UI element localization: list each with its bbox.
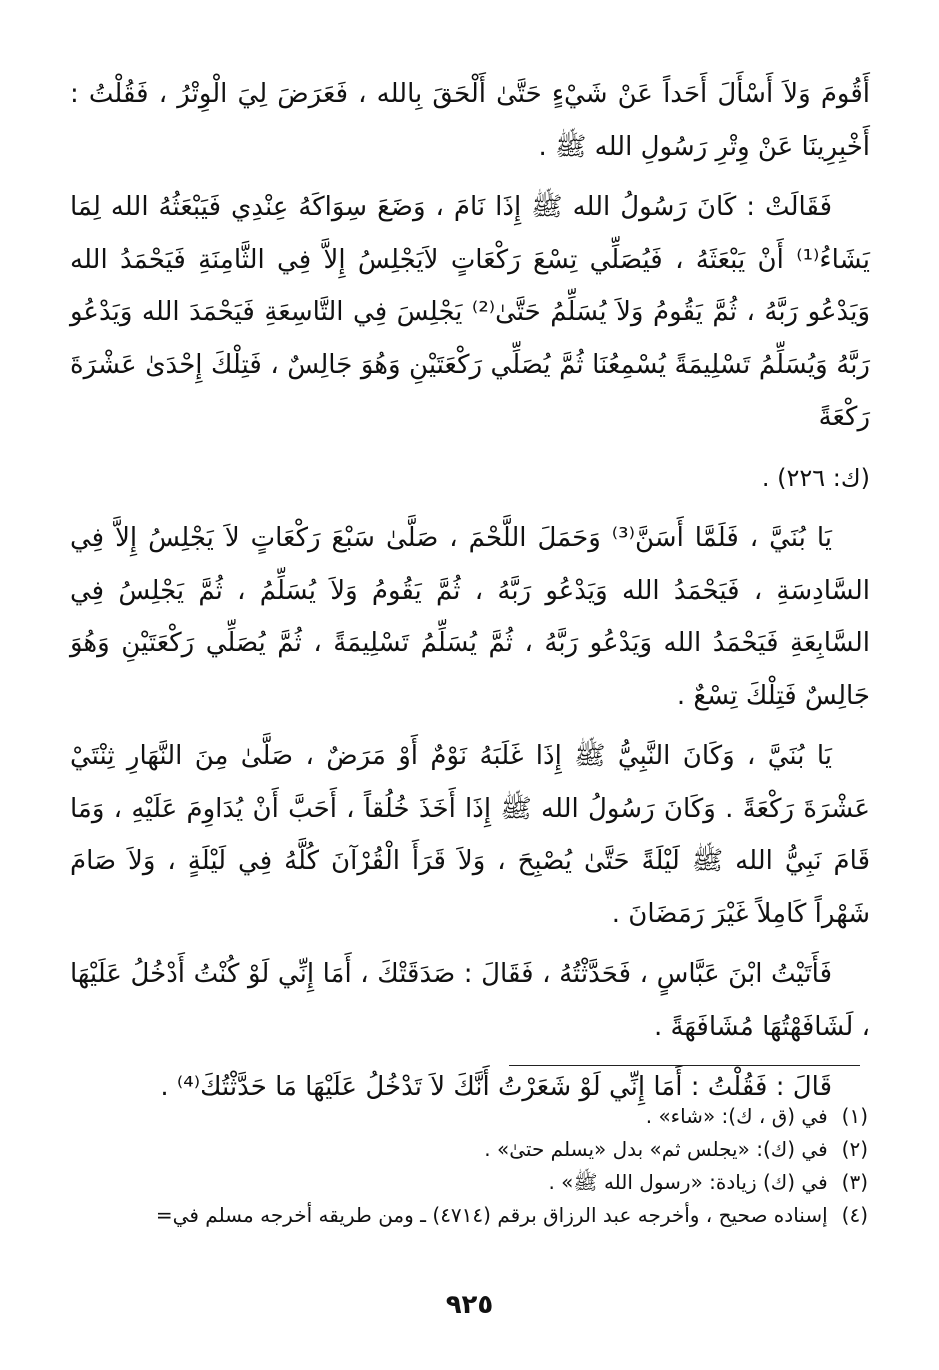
footnote-number: (٣) (841, 1170, 868, 1194)
footnote-1 (72, 1100, 868, 1133)
paragraph-5: فَأَتَيْتُ ابْنَ عَبَّاسٍ ، فَحَدَّثْتُهُ ، فَقَالَ : صَدَقَتْكَ ، أَمَا إِنِّي لَوْ كُنْتُ أَدْخُلُ عَلَيْهَا ، لَشَافَهْتُهَا مُشَافَهَةً . (70, 959, 870, 1042)
footnote-text: في (ك): «يجلس ثم» بدل «يسلم حتىٰ» . (484, 1137, 828, 1161)
footnote-number: (١) (841, 1104, 868, 1128)
paragraph-3: يَا بُنَيَّ ، فَلَمَّا أَسَنَّ⁽³⁾ وَحَمَلَ اللَّحْمَ ، صَلَّىٰ سَبْعَ رَكْعَاتٍ لاَ يَجْلِسُ إِلاَّ فِي السَّادِسَةِ ، فَيَحْمَدُ الله وَيَدْعُو رَبَّهُ ، ثُمَّ يَقُومُ وَلاَ يُسَلِّمُ ، ثُمَّ يَجْلِسُ فِي السَّابِعَةِ فَيَحْمَدُ الله وَيَدْعُو رَبَّهُ ، ثُمَّ يُسَلِّمُ تَسْلِيمَةً ، ثُمَّ يُصَلِّي رَكْعَتَيْنِ وَهُوَ جَالِسٌ فَتِلْكَ تِسْعٌ . (70, 523, 870, 711)
footnote-number: (٤) (841, 1203, 868, 1227)
footnote-2 (72, 1133, 868, 1166)
paragraph-4: يَا بُنَيَّ ، وَكَانَ النَّبِيُّ ﷺ إِذَا غَلَبَهُ نَوْمٌ أَوْ مَرَضٌ ، صَلَّىٰ مِنَ النَّهَارِ ثِنْتَيْ عَشْرَةَ رَكْعَةً . وَكَانَ رَسُولُ الله ﷺ إِذَا أَخَذَ خُلُقاً ، أَحَبَّ أَنْ يُدَاوِمَ عَلَيْهِ ، وَمَا قَامَ نَبِيُّ الله ﷺ لَيْلَةً حَتَّىٰ يُصْبِحَ ، وَلاَ قَرَأَ الْقُرْآنَ كُلَّهُ فِي لَيْلَةٍ ، وَلاَ صَامَ شَهْراً كَامِلاً غَيْرَ رَمَضَانَ . (70, 741, 870, 929)
main-text-body (70, 68, 870, 1122)
footnote-3 (72, 1166, 868, 1199)
source-citation: (ك: ٢٢٦) . (761, 463, 870, 492)
footnote-text: إسناده صحيح ، وأخرجه عبد الرزاق برقم (٤٧١٤) ـ ومن طريقه أخرجه مسلم في= (155, 1203, 828, 1227)
page-number: ٩٢٥ (445, 1290, 494, 1320)
paragraph-1: أَقُومَ وَلاَ أَسْأَلَ أَحَداً عَنْ شَيْءٍ حَتَّىٰ أَلْحَقَ بِالله ، فَعَرَضَ لِيَ الْوِتْرُ ، فَقُلْتُ : أَخْبِرِينَا عَنْ وِتْرِ رَسُولِ الله ﷺ . (70, 79, 870, 162)
footnote-4 (72, 1199, 868, 1232)
paragraph-6: قَالَ : فَقُلْتُ : أَمَا إِنِّي لَوْ شَعَرْتُ أَنَّكَ لاَ تَدْخُلُ عَلَيْهَا مَا حَدَّثْتُكَ⁽⁴⁾ . (160, 1072, 832, 1102)
footnote-separator (509, 1065, 860, 1066)
footnotes-section (72, 1100, 868, 1232)
footnote-text: في (ك) زيادة: «رسول الله ﷺ» . (548, 1170, 828, 1194)
footnote-text: في (ق ، ك): «شاء» . (645, 1104, 828, 1128)
footnote-number: (٢) (841, 1137, 868, 1161)
paragraph-2: فَقَالَتْ : كَانَ رَسُولُ الله ﷺ إِذَا نَامَ ، وَضَعَ سِوَاكَهُ عِنْدِي فَيَبْعَثُهُ الله لِمَا يَشَاءُ⁽¹⁾ أَنْ يَبْعَثَهُ ، فَيُصَلِّي تِسْعَ رَكْعَاتٍ لاَيَجْلِسُ إِلاَّ فِي الثَّامِنَةِ فَيَحْمَدُ الله وَيَدْعُو رَبَّهُ ، ثُمَّ يَقُومُ وَلاَ يُسَلِّمُ حَتَّىٰ⁽²⁾ يَجْلِسَ فِي التَّاسِعَةِ فَيَحْمَدَ الله وَيَدْعُو رَبَّهُ وَيُسَلِّمُ تَسْلِيمَةً يُسْمِعُنَا ثُمَّ يُصَلِّي رَكْعَتَيْنِ وَهُوَ جَالِسٌ ، فَتِلْكَ إِحْدَىٰ عَشْرَةَ رَكْعَةً (70, 192, 871, 432)
